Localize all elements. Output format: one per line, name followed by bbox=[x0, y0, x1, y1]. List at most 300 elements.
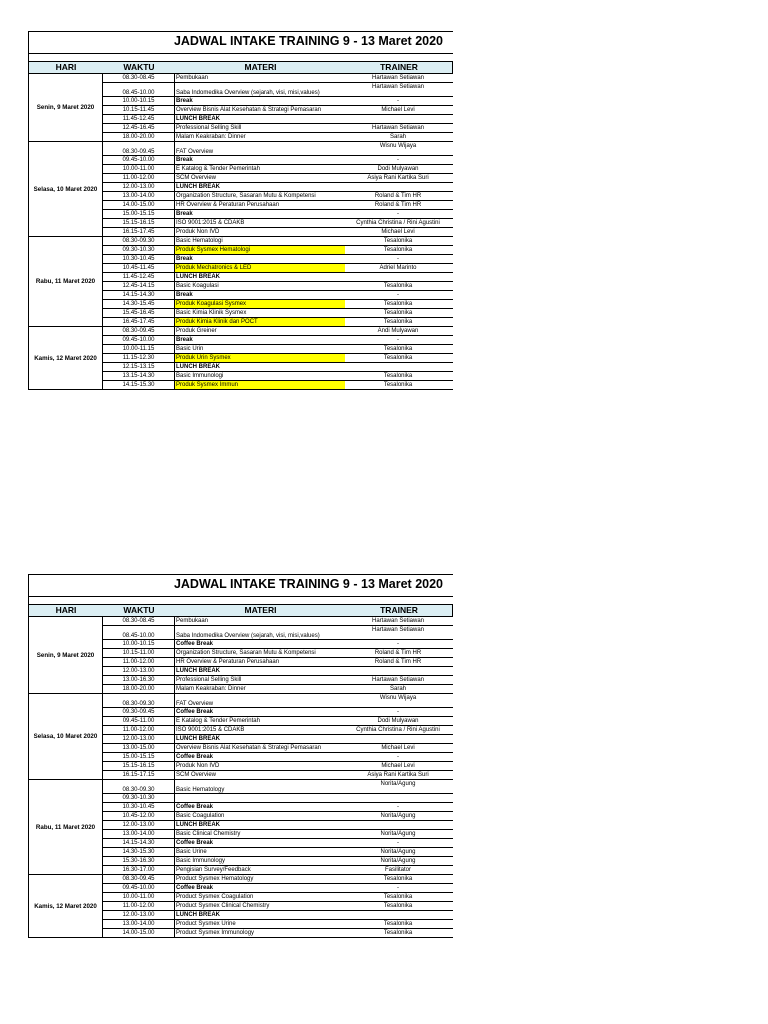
trainer-cell: Roland & Tim HR bbox=[374, 193, 422, 199]
topic-cell: Basic Clinical Chemistry bbox=[174, 830, 345, 838]
topic-cell: FAT Overview bbox=[174, 142, 345, 155]
trainer-cell: - bbox=[397, 709, 399, 715]
time-cell: 10.45-11.45 bbox=[102, 264, 174, 272]
topic-cell: Coffee Break bbox=[174, 640, 345, 648]
table-row bbox=[102, 866, 453, 875]
day-label: Kamis, 12 Maret 2020 bbox=[29, 327, 102, 390]
trainer-cell: Norita/Agung bbox=[380, 813, 416, 819]
trainer-cell: Hartawan Setiawan bbox=[371, 618, 425, 624]
trainer-cell: Tesalonika bbox=[383, 382, 413, 388]
trainer-cell: Norita/Agung bbox=[380, 858, 416, 864]
trainer-cell: Roland & Tim HR bbox=[374, 650, 422, 656]
table-row bbox=[102, 363, 453, 372]
table-row bbox=[102, 156, 453, 165]
trainer-cell: Norita/Agung bbox=[380, 849, 416, 855]
time-cell: 11.00-12.00 bbox=[102, 174, 174, 182]
time-cell: 12.00-13.00 bbox=[102, 183, 174, 191]
trainer-cell: - bbox=[397, 754, 399, 760]
time-cell: 10.30-10.45 bbox=[102, 803, 174, 811]
trainer-cell: Dodi Mulyawan bbox=[377, 166, 419, 172]
time-cell: 12.45-16.45 bbox=[102, 124, 174, 132]
time-cell: 11.45-12.45 bbox=[102, 273, 174, 281]
time-cell: 15.15-16.15 bbox=[102, 219, 174, 227]
time-cell: 14.15-15.30 bbox=[102, 381, 174, 389]
topic-cell: Break bbox=[174, 255, 345, 263]
time-cell: 14.30-15.30 bbox=[102, 848, 174, 856]
trainer-cell: - bbox=[397, 337, 399, 343]
trainer-cell bbox=[345, 363, 451, 371]
day-label: Kamis, 12 Maret 2020 bbox=[29, 875, 102, 938]
table-row bbox=[102, 726, 453, 735]
trainer-cell: Hartawan Setiawan bbox=[371, 75, 425, 81]
trainer-cell: Hartawan Setiawan bbox=[371, 84, 425, 90]
time-cell: 16.45-17.45 bbox=[102, 318, 174, 326]
table-row bbox=[102, 735, 453, 744]
time-cell: 12.00-13.00 bbox=[102, 821, 174, 829]
time-cell: 14.15-14.30 bbox=[102, 839, 174, 847]
time-cell: 10.00-10.15 bbox=[102, 640, 174, 648]
table-row bbox=[102, 318, 453, 327]
trainer-cell: Tesalonika bbox=[383, 876, 413, 882]
trainer-cell: Wisnu Wijaya bbox=[379, 143, 417, 149]
topic-cell: SCM Overview bbox=[174, 174, 345, 182]
topic-cell: Organization Structure, Sasaran Mutu & Kompetensi bbox=[174, 649, 345, 657]
topic-cell: Pembukaan bbox=[174, 617, 345, 625]
table-row bbox=[102, 255, 453, 264]
topic-cell: Basic Immunologi bbox=[174, 372, 345, 380]
time-cell: 08.30-09.30 bbox=[102, 694, 174, 707]
trainer-cell bbox=[345, 667, 451, 675]
header-hari: HARI bbox=[55, 62, 77, 72]
table-row bbox=[102, 708, 453, 717]
time-cell: 10.45-12.00 bbox=[102, 812, 174, 820]
topic-cell: LUNCH BREAK bbox=[174, 115, 345, 123]
header-hari: HARI bbox=[55, 605, 77, 615]
topic-cell: Break bbox=[174, 97, 345, 105]
time-cell: 11.45-12.45 bbox=[102, 115, 174, 123]
table-row bbox=[102, 848, 453, 857]
table-row bbox=[102, 345, 453, 354]
table-row bbox=[102, 857, 453, 866]
topic-cell: LUNCH BREAK bbox=[174, 273, 345, 281]
topic-cell: E Katalog & Tender Pemerintah bbox=[174, 165, 345, 173]
time-cell: 10.15-11.45 bbox=[102, 106, 174, 114]
time-cell: 08.30-09.30 bbox=[102, 237, 174, 245]
table-row bbox=[102, 812, 453, 821]
topic-cell: Basic Kimia Klinik Sysmex bbox=[174, 309, 345, 317]
topic-cell: Produk Mechatronics & LED bbox=[174, 264, 345, 272]
header-materi: MATERI bbox=[244, 62, 277, 72]
topic-cell: FAT Overview bbox=[174, 694, 345, 707]
schedule-sheet-1 bbox=[28, 31, 453, 390]
trainer-cell: Tesalonika bbox=[383, 894, 413, 900]
trainer-cell: Sarah bbox=[389, 134, 406, 140]
topic-cell: Product Sysmex Urine bbox=[174, 920, 345, 928]
trainer-cell: Tesalonika bbox=[383, 355, 413, 361]
topic-cell: Produk Urin Sysmex bbox=[174, 354, 345, 362]
table-row bbox=[102, 246, 453, 255]
schedule-title: JADWAL INTAKE TRAINING 9 - 13 Maret 2020 bbox=[173, 577, 443, 591]
table-row bbox=[102, 237, 453, 246]
time-cell: 14.00-15.00 bbox=[102, 201, 174, 209]
time-cell: 13.00-15.00 bbox=[102, 744, 174, 752]
header-materi: MATERI bbox=[244, 605, 277, 615]
time-cell: 12.00-13.00 bbox=[102, 911, 174, 919]
topic-cell: Basic Coagulation bbox=[174, 812, 345, 820]
trainer-cell bbox=[345, 273, 451, 281]
trainer-cell: Michael Levi bbox=[381, 107, 415, 113]
time-cell: 08.30-09.30 bbox=[102, 780, 174, 793]
trainer-cell: Cynthia Christina / Rini Agustini bbox=[356, 220, 440, 226]
time-cell: 08.30-08.45 bbox=[102, 74, 174, 82]
time-cell: 15.00-15.15 bbox=[102, 210, 174, 218]
topic-cell: Professional Selling Skill bbox=[174, 676, 345, 684]
topic-cell: Break bbox=[174, 210, 345, 218]
schedule-body bbox=[28, 617, 453, 938]
trainer-cell: Tesalonika bbox=[383, 903, 413, 909]
table-row bbox=[102, 192, 453, 201]
topic-cell: Basic Hematologi bbox=[174, 237, 345, 245]
topic-cell: Produk Sysmex Hematologi bbox=[174, 246, 345, 254]
trainer-cell: Tesalonika bbox=[383, 930, 413, 936]
rows-column bbox=[102, 74, 453, 390]
table-row bbox=[102, 228, 453, 237]
topic-cell: Break bbox=[174, 156, 345, 164]
table-row bbox=[102, 210, 453, 219]
time-cell: 14.30-15.45 bbox=[102, 300, 174, 308]
day-label: Rabu, 11 Maret 2020 bbox=[29, 780, 102, 875]
trainer-cell: - bbox=[397, 885, 399, 891]
table-row bbox=[102, 893, 453, 902]
time-cell: 09.30-10.30 bbox=[102, 794, 174, 802]
time-cell: 10.00-11.00 bbox=[102, 165, 174, 173]
header-trainer: TRAINER bbox=[380, 605, 418, 615]
trainer-cell: - bbox=[397, 292, 399, 298]
time-cell: 13.00-14.00 bbox=[102, 830, 174, 838]
time-cell: 11.00-12.00 bbox=[102, 658, 174, 666]
table-row bbox=[102, 762, 453, 771]
table-row bbox=[102, 780, 453, 794]
time-cell: 16.30-17.00 bbox=[102, 866, 174, 874]
time-cell: 15.45-16.45 bbox=[102, 309, 174, 317]
table-row bbox=[102, 649, 453, 658]
topic-cell: Malam Keakraban: Dinner bbox=[174, 133, 345, 141]
trainer-cell: Tesalonika bbox=[383, 283, 413, 289]
topic-cell: Coffee Break bbox=[174, 753, 345, 761]
table-row bbox=[102, 372, 453, 381]
trainer-cell: Hartawan Setiawan bbox=[371, 627, 425, 633]
table-row bbox=[102, 717, 453, 726]
trainer-cell: Michael Levi bbox=[381, 745, 415, 751]
topic-cell: HR Overview & Peraturan Perusahaan bbox=[174, 201, 345, 209]
trainer-cell: Norita/Agung bbox=[380, 831, 416, 837]
title-row bbox=[28, 31, 453, 54]
spacer-row bbox=[28, 54, 453, 61]
topic-cell: LUNCH BREAK bbox=[174, 821, 345, 829]
time-cell: 13.15-14.30 bbox=[102, 372, 174, 380]
time-cell: 08.30-09.45 bbox=[102, 875, 174, 883]
topic-cell: ISO 9001:2015 & CDAKB bbox=[174, 219, 345, 227]
topic-cell: Product Sysmex Immunology bbox=[174, 929, 345, 937]
topic-cell: Basic Koagulasi bbox=[174, 282, 345, 290]
topic-cell: Break bbox=[174, 291, 345, 299]
time-cell: 08.30-08.45 bbox=[102, 617, 174, 625]
topic-cell: Produk Greiner bbox=[174, 327, 345, 335]
time-cell: 14.00-15.00 bbox=[102, 929, 174, 937]
time-cell: 09.45-10.00 bbox=[102, 156, 174, 164]
spacer-row bbox=[28, 597, 453, 604]
topic-cell: LUNCH BREAK bbox=[174, 667, 345, 675]
trainer-cell: Asiya Rani Kartika Suri bbox=[367, 175, 429, 181]
table-row bbox=[102, 640, 453, 649]
trainer-cell: Wisnu Wijaya bbox=[379, 695, 417, 701]
table-row bbox=[102, 830, 453, 839]
topic-cell: Produk Non IVD bbox=[174, 762, 345, 770]
time-cell: 13.00-14.00 bbox=[102, 920, 174, 928]
table-row bbox=[102, 219, 453, 228]
table-row bbox=[102, 667, 453, 676]
time-cell: 09.45-10.00 bbox=[102, 336, 174, 344]
topic-cell: Pembukaan bbox=[174, 74, 345, 82]
topic-cell: Produk Sysmex Immun bbox=[174, 381, 345, 389]
topic-cell: Malam Keakraban: Dinner bbox=[174, 685, 345, 693]
trainer-cell bbox=[345, 115, 451, 123]
table-row bbox=[102, 626, 453, 640]
time-cell: 10.00-10.15 bbox=[102, 97, 174, 105]
time-cell: 11.00-12.00 bbox=[102, 726, 174, 734]
time-cell: 15.00-15.15 bbox=[102, 753, 174, 761]
time-cell: 18.00-20.00 bbox=[102, 685, 174, 693]
day-label: Senin, 9 Maret 2020 bbox=[29, 617, 102, 694]
time-cell: 10.15-11.00 bbox=[102, 649, 174, 657]
topic-cell: Basic Urine bbox=[174, 848, 345, 856]
time-cell: 13.00-14.00 bbox=[102, 192, 174, 200]
day-label: Selasa, 10 Maret 2020 bbox=[29, 142, 102, 237]
table-row bbox=[102, 744, 453, 753]
topic-cell: Coffee Break bbox=[174, 803, 345, 811]
trainer-cell: Fasilitator bbox=[384, 867, 411, 873]
time-cell: 08.45-10.00 bbox=[102, 83, 174, 96]
time-cell: 08.30-09.45 bbox=[102, 142, 174, 155]
trainer-cell: - bbox=[397, 256, 399, 262]
topic-cell: E Katalog & Tender Pemerintah bbox=[174, 717, 345, 725]
topic-cell: Organization Structure, Sasaran Mutu & Kompetensi bbox=[174, 192, 345, 200]
topic-cell: Basic Hematology bbox=[174, 780, 345, 793]
topic-cell: Produk Koagulasi Sysmex bbox=[174, 300, 345, 308]
time-cell: 08.30-09.45 bbox=[102, 327, 174, 335]
schedule-body bbox=[28, 74, 453, 390]
time-cell: 13.00-16.30 bbox=[102, 676, 174, 684]
trainer-cell: Tesalonika bbox=[383, 238, 413, 244]
table-row bbox=[102, 106, 453, 115]
trainer-cell: - bbox=[397, 804, 399, 810]
trainer-cell: Hartawan Setiawan bbox=[371, 677, 425, 683]
table-row bbox=[102, 911, 453, 920]
trainer-cell bbox=[345, 183, 451, 191]
table-row bbox=[102, 115, 453, 124]
topic-cell: Coffee Break bbox=[174, 884, 345, 892]
time-cell: 10.00-11.15 bbox=[102, 345, 174, 353]
trainer-cell: - bbox=[397, 840, 399, 846]
table-row bbox=[102, 821, 453, 830]
rows-column bbox=[102, 617, 453, 938]
table-row bbox=[102, 884, 453, 893]
topic-cell: Overview Bisnis Alat Kesehatan & Strategi Pemasaran bbox=[174, 106, 345, 114]
table-row bbox=[102, 291, 453, 300]
schedule-sheet-2 bbox=[28, 574, 453, 938]
table-row bbox=[102, 83, 453, 97]
trainer-cell: Cynthia Christina / Rini Agustini bbox=[356, 727, 440, 733]
topic-cell: Product Sysmex Coagulation bbox=[174, 893, 345, 901]
table-row bbox=[102, 794, 453, 803]
topic-cell: HR Overview & Peraturan Perusahaan bbox=[174, 658, 345, 666]
topic-cell bbox=[174, 794, 345, 802]
day-label: Selasa, 10 Maret 2020 bbox=[29, 694, 102, 780]
table-row bbox=[102, 839, 453, 848]
table-row bbox=[102, 327, 453, 336]
time-cell: 09.45-10.00 bbox=[102, 884, 174, 892]
day-column bbox=[28, 74, 102, 390]
time-cell: 12.15-13.15 bbox=[102, 363, 174, 371]
time-cell: 10.30-10.45 bbox=[102, 255, 174, 263]
header-row bbox=[28, 604, 453, 617]
trainer-cell: - bbox=[397, 211, 399, 217]
topic-cell: Professional Selling Skill bbox=[174, 124, 345, 132]
table-row bbox=[102, 174, 453, 183]
time-cell: 15.30-16.30 bbox=[102, 857, 174, 865]
time-cell: 14.15-14.30 bbox=[102, 291, 174, 299]
time-cell: 09.30-09.45 bbox=[102, 708, 174, 716]
header-trainer: TRAINER bbox=[380, 62, 418, 72]
topic-cell: Basic Immunology bbox=[174, 857, 345, 865]
trainer-cell: Tesalonika bbox=[383, 301, 413, 307]
table-row bbox=[102, 929, 453, 938]
header-row bbox=[28, 61, 453, 74]
time-cell: 16.15-17.15 bbox=[102, 771, 174, 779]
topic-cell: Produk Non IVD bbox=[174, 228, 345, 236]
topic-cell: Coffee Break bbox=[174, 839, 345, 847]
topic-cell: Product Sysmex Clinical Chemistry bbox=[174, 902, 345, 910]
table-row bbox=[102, 920, 453, 929]
trainer-cell: - bbox=[397, 641, 399, 647]
trainer-cell: Michael Levi bbox=[381, 229, 415, 235]
table-row bbox=[102, 97, 453, 106]
table-row bbox=[102, 753, 453, 762]
topic-cell: Saba Indomedika Overview (sejarah, visi, misi,values) bbox=[174, 83, 345, 96]
trainer-cell: Tesalonika bbox=[383, 373, 413, 379]
table-row bbox=[102, 902, 453, 911]
topic-cell: Basic Urin bbox=[174, 345, 345, 353]
trainer-cell: Roland & Tim HR bbox=[374, 202, 422, 208]
trainer-cell: Dodi Mulyawan bbox=[377, 718, 419, 724]
table-row bbox=[102, 74, 453, 83]
table-row bbox=[102, 694, 453, 708]
table-row bbox=[102, 803, 453, 812]
table-row bbox=[102, 354, 453, 363]
time-cell: 11.15-12.30 bbox=[102, 354, 174, 362]
trainer-cell: Tesalonika bbox=[383, 319, 413, 325]
table-row bbox=[102, 124, 453, 133]
day-label: Senin, 9 Maret 2020 bbox=[29, 74, 102, 142]
trainer-cell bbox=[345, 735, 451, 743]
topic-cell: Product Sysmex Hematology bbox=[174, 875, 345, 883]
table-row bbox=[102, 676, 453, 685]
trainer-cell: Tesalonika bbox=[383, 346, 413, 352]
table-row bbox=[102, 381, 453, 390]
trainer-cell bbox=[345, 911, 451, 919]
trainer-cell bbox=[345, 794, 451, 802]
time-cell: 12.45-14.15 bbox=[102, 282, 174, 290]
header-waktu: WAKTU bbox=[123, 605, 155, 615]
trainer-cell: Tesalonika bbox=[383, 921, 413, 927]
trainer-cell: Hartawan Setiawan bbox=[371, 125, 425, 131]
trainer-cell: - bbox=[397, 98, 399, 104]
time-cell: 18.00-20.00 bbox=[102, 133, 174, 141]
table-row bbox=[102, 336, 453, 345]
table-row bbox=[102, 282, 453, 291]
schedule-title: JADWAL INTAKE TRAINING 9 - 13 Maret 2020 bbox=[173, 34, 443, 48]
table-row bbox=[102, 875, 453, 884]
topic-cell: Break bbox=[174, 336, 345, 344]
trainer-cell: Sarah bbox=[389, 686, 406, 692]
table-row bbox=[102, 201, 453, 210]
time-cell: 11.00-12.00 bbox=[102, 902, 174, 910]
trainer-cell: Norita/Agung bbox=[380, 781, 416, 787]
table-row bbox=[102, 300, 453, 309]
topic-cell: Produk Kimia Klinik dan POCT bbox=[174, 318, 345, 326]
table-row bbox=[102, 165, 453, 174]
time-cell: 15.15-16.15 bbox=[102, 762, 174, 770]
topic-cell: Overview Bisnis Alat Kesehatan & Strategi Pemasaran bbox=[174, 744, 345, 752]
trainer-cell: Michael Levi bbox=[381, 763, 415, 769]
table-row bbox=[102, 309, 453, 318]
table-row bbox=[102, 771, 453, 780]
day-column bbox=[28, 617, 102, 938]
table-row bbox=[102, 142, 453, 156]
time-cell: 08.45-10.00 bbox=[102, 626, 174, 639]
trainer-cell: Tesalonika bbox=[383, 310, 413, 316]
time-cell: 09.30-10.30 bbox=[102, 246, 174, 254]
topic-cell: LUNCH BREAK bbox=[174, 911, 345, 919]
time-cell: 12.00-13.00 bbox=[102, 667, 174, 675]
time-cell: 10.00-11.00 bbox=[102, 893, 174, 901]
topic-cell: Pengisian Survey/Feedback bbox=[174, 866, 345, 874]
topic-cell: Coffee Break bbox=[174, 708, 345, 716]
table-row bbox=[102, 273, 453, 282]
table-row bbox=[102, 685, 453, 694]
title-row bbox=[28, 574, 453, 597]
topic-cell: LUNCH BREAK bbox=[174, 363, 345, 371]
time-cell: 09.45-11.00 bbox=[102, 717, 174, 725]
trainer-cell: Asiya Rani Kartika Suri bbox=[367, 772, 429, 778]
day-label: Rabu, 11 Maret 2020 bbox=[29, 237, 102, 327]
trainer-cell: - bbox=[397, 157, 399, 163]
topic-cell: LUNCH BREAK bbox=[174, 183, 345, 191]
topic-cell: ISO 9001:2015 & CDAKB bbox=[174, 726, 345, 734]
header-waktu: WAKTU bbox=[123, 62, 155, 72]
table-row bbox=[102, 658, 453, 667]
trainer-cell: Tesalonika bbox=[383, 247, 413, 253]
trainer-cell: Andi Mulyawan bbox=[377, 328, 419, 334]
table-row bbox=[102, 264, 453, 273]
trainer-cell: Adriel Marinto bbox=[379, 265, 417, 271]
table-row bbox=[102, 183, 453, 192]
table-row bbox=[102, 617, 453, 626]
table-row bbox=[102, 133, 453, 142]
topic-cell: Saba Indomedika Overview (sejarah, visi, misi,values) bbox=[174, 626, 345, 639]
time-cell: 16.15-17.45 bbox=[102, 228, 174, 236]
topic-cell: SCM Overview bbox=[174, 771, 345, 779]
